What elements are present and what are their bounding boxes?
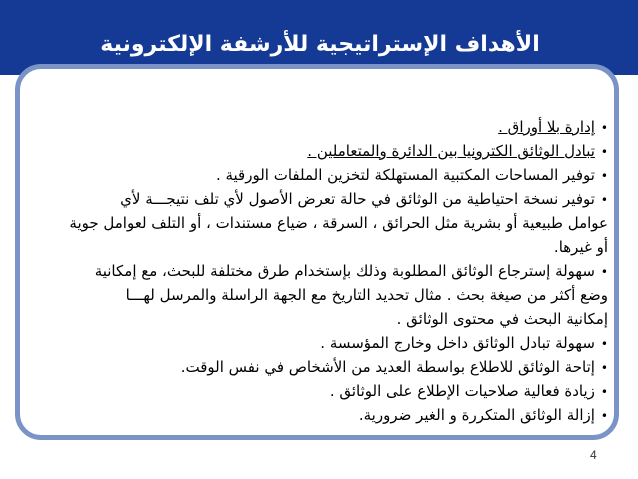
list-item-continuation bbox=[30, 235, 608, 259]
list-item-text: إمكانية البحث في محتوى الوثائق . bbox=[396, 310, 608, 328]
list-item-text: زيادة فعالية صلاحيات الإطلاع على الوثائق . bbox=[329, 382, 595, 400]
list-item-text: وضع أكثر من صيغة بحث . مثال تحديد التاريخ مع الجهة الراسلة والمرسل لهـــا bbox=[125, 286, 608, 304]
page-number: 4 bbox=[590, 448, 597, 462]
list-item bbox=[30, 259, 608, 283]
list-item bbox=[30, 379, 608, 403]
list-item-continuation bbox=[30, 211, 608, 235]
bullet-icon: • bbox=[600, 193, 608, 207]
list-item-text: توفير نسخة احتياطية من الوثائق في حالة تعرض الأصول لأي تلف نتيجـــة لأي bbox=[120, 190, 595, 208]
list-item bbox=[30, 331, 608, 355]
list-item-text: سهولة تبادل الوثائق داخل وخارج المؤسسة . bbox=[320, 334, 595, 352]
list-item-text: إدارة بلا أوراق . bbox=[498, 118, 595, 136]
list-item-continuation bbox=[30, 283, 608, 307]
bullet-icon: • bbox=[600, 337, 608, 351]
list-item-text: توفير المساحات المكتبية المستهلكة لتخزين الملفات الورقية . bbox=[215, 166, 595, 184]
bullet-icon: • bbox=[600, 385, 608, 399]
list-item bbox=[30, 115, 608, 139]
list-item-text: إزالة الوثائق المتكررة و الغير ضرورية. bbox=[358, 406, 595, 424]
list-item-text: عوامل طبيعية أو بشرية مثل الحرائق ، السرقة ، ضياع مستندات ، أو التلف لعوامل جوية bbox=[69, 214, 608, 232]
list-item-text: سهولة إسترجاع الوثائق المطلوبة وذلك بإستخدام طرق مختلفة للبحث، مع إمكانية bbox=[94, 262, 595, 280]
list-item bbox=[30, 163, 608, 187]
list-item-text: أو غيرها. bbox=[553, 238, 608, 256]
list-item-text: تبادل الوثائق الكترونيا بين الدائرة والمتعاملين . bbox=[307, 142, 595, 160]
list-item bbox=[30, 139, 608, 163]
list-item-text: إتاحة الوثائق للاطلاع بواسطة العديد من الأشخاص في نفس الوقت. bbox=[180, 358, 595, 376]
list-item bbox=[30, 355, 608, 379]
bullet-icon: • bbox=[600, 145, 608, 159]
bullet-icon: • bbox=[600, 361, 608, 375]
bullet-icon: • bbox=[600, 265, 608, 279]
bullet-icon: • bbox=[600, 409, 608, 423]
bullet-icon: • bbox=[600, 169, 608, 183]
list-item-continuation bbox=[30, 307, 608, 331]
bullet-list bbox=[30, 115, 608, 427]
list-item bbox=[30, 403, 608, 427]
slide-title: الأهداف الإستراتيجية للأرشفة الإلكترونية bbox=[100, 32, 540, 57]
bullet-icon: • bbox=[600, 121, 608, 135]
list-item bbox=[30, 187, 608, 211]
